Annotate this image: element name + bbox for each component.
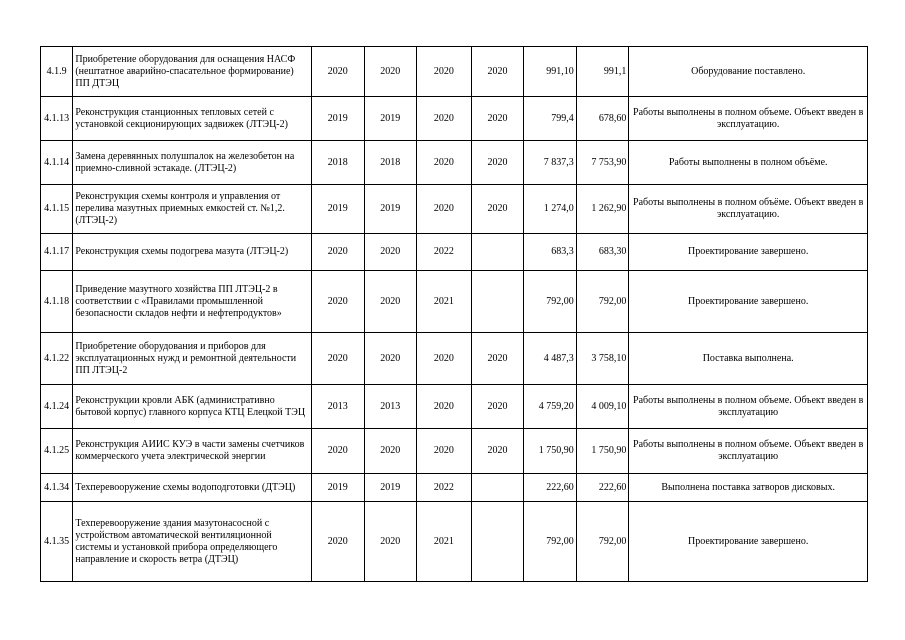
actual-cost: 1 262,90 — [576, 185, 629, 234]
row-number: 4.1.25 — [41, 429, 73, 474]
year-cell: 2020 — [311, 47, 364, 97]
status-text: Поставка выполнена. — [629, 333, 868, 385]
status-text: Работы выполнены в полном объеме. Объект введен в эксплуатацию. — [629, 97, 868, 141]
table-row — [41, 333, 868, 385]
actual-cost: 792,00 — [576, 271, 629, 333]
project-name: Реконструкция схемы подогрева мазута (ЛТЭЦ-2) — [73, 234, 312, 271]
year-cell: 2020 — [311, 271, 364, 333]
status-text: Работы выполнены в полном объеме. Объект введен в эксплуатацию — [629, 429, 868, 474]
planned-cost: 799,4 — [524, 97, 577, 141]
year-cell: 2020 — [471, 141, 524, 185]
project-name: Техперевооружение здания мазутонасосной с устройством автоматической вентиляционной системы и установкой прибора определяющего направление и скорость ветра (ДТЭЦ) — [73, 502, 312, 582]
year-cell: 2020 — [364, 271, 417, 333]
year-cell: 2019 — [364, 185, 417, 234]
year-cell: 2020 — [364, 47, 417, 97]
planned-cost: 7 837,3 — [524, 141, 577, 185]
status-text: Работы выполнены в полном объеме. Объект введен в эксплуатацию — [629, 385, 868, 429]
year-cell: 2019 — [311, 97, 364, 141]
year-cell: 2020 — [417, 141, 472, 185]
row-number: 4.1.15 — [41, 185, 73, 234]
year-cell: 2019 — [311, 185, 364, 234]
year-cell: 2020 — [471, 47, 524, 97]
year-cell: 2020 — [417, 47, 472, 97]
project-name: Реконструкция схемы контроля и управления от перелива мазутных приемных емкостей ст. №1,2. (ЛТЭЦ-2) — [73, 185, 312, 234]
status-text: Выполнена поставка затворов дисковых. — [629, 474, 868, 502]
status-text: Проектирование завершено. — [629, 502, 868, 582]
table-row — [41, 47, 868, 97]
year-cell: 2020 — [417, 185, 472, 234]
table-row — [41, 429, 868, 474]
year-cell: 2020 — [471, 185, 524, 234]
planned-cost: 683,3 — [524, 234, 577, 271]
year-cell: 2020 — [311, 502, 364, 582]
year-cell: 2020 — [417, 385, 472, 429]
row-number: 4.1.9 — [41, 47, 73, 97]
planned-cost: 222,60 — [524, 474, 577, 502]
status-text: Проектирование завершено. — [629, 234, 868, 271]
year-cell — [471, 474, 524, 502]
year-cell: 2020 — [311, 333, 364, 385]
actual-cost: 683,30 — [576, 234, 629, 271]
project-name: Приобретение оборудования для оснащения НАСФ (нештатное аварийно-спасательное формирование) ПП ДТЭЦ — [73, 47, 312, 97]
table-row — [41, 234, 868, 271]
year-cell: 2022 — [417, 474, 472, 502]
year-cell — [471, 234, 524, 271]
project-name: Приведение мазутного хозяйства ПП ЛТЭЦ-2 в соответствии с «Правилами промышленной безопасности складов нефти и нефтепродуктов» — [73, 271, 312, 333]
row-number: 4.1.22 — [41, 333, 73, 385]
actual-cost: 222,60 — [576, 474, 629, 502]
table-row — [41, 502, 868, 582]
actual-cost: 4 009,10 — [576, 385, 629, 429]
planned-cost: 792,00 — [524, 271, 577, 333]
year-cell — [471, 502, 524, 582]
table-row — [41, 141, 868, 185]
year-cell: 2020 — [471, 429, 524, 474]
table-body — [41, 47, 868, 582]
status-text: Работы выполнены в полном объёме. — [629, 141, 868, 185]
table-row — [41, 185, 868, 234]
planned-cost: 4 487,3 — [524, 333, 577, 385]
year-cell: 2020 — [364, 429, 417, 474]
year-cell: 2020 — [471, 97, 524, 141]
year-cell: 2020 — [364, 333, 417, 385]
row-number: 4.1.18 — [41, 271, 73, 333]
project-name: Реконструкции кровли АБК (административно бытовой корпус) главного корпуса КТЦ Елецкой ТЭЦ — [73, 385, 312, 429]
year-cell: 2022 — [417, 234, 472, 271]
year-cell: 2020 — [311, 234, 364, 271]
project-name: Техперевооружение схемы водоподготовки (ДТЭЦ) — [73, 474, 312, 502]
actual-cost: 991,1 — [576, 47, 629, 97]
row-number: 4.1.14 — [41, 141, 73, 185]
row-number: 4.1.34 — [41, 474, 73, 502]
planned-cost: 792,00 — [524, 502, 577, 582]
actual-cost: 1 750,90 — [576, 429, 629, 474]
year-cell: 2018 — [364, 141, 417, 185]
row-number: 4.1.17 — [41, 234, 73, 271]
project-name: Реконструкция АИИС КУЭ в части замены счетчиков коммерческого учета электрической энергии — [73, 429, 312, 474]
year-cell — [471, 271, 524, 333]
table-row — [41, 385, 868, 429]
year-cell: 2020 — [417, 429, 472, 474]
year-cell: 2013 — [364, 385, 417, 429]
status-text: Проектирование завершено. — [629, 271, 868, 333]
row-number: 4.1.35 — [41, 502, 73, 582]
planned-cost: 4 759,20 — [524, 385, 577, 429]
year-cell: 2019 — [311, 474, 364, 502]
table-row — [41, 474, 868, 502]
year-cell: 2018 — [311, 141, 364, 185]
year-cell: 2020 — [311, 429, 364, 474]
year-cell: 2021 — [417, 271, 472, 333]
planned-cost: 991,10 — [524, 47, 577, 97]
planned-cost: 1 274,0 — [524, 185, 577, 234]
actual-cost: 7 753,90 — [576, 141, 629, 185]
row-number: 4.1.24 — [41, 385, 73, 429]
status-text: Работы выполнены в полном объёме. Объект введен в эксплуатацию. — [629, 185, 868, 234]
table-row — [41, 97, 868, 141]
project-name: Реконструкция станционных тепловых сетей с установкой секционирующих задвижек (ЛТЭЦ-2) — [73, 97, 312, 141]
year-cell: 2013 — [311, 385, 364, 429]
year-cell: 2020 — [417, 97, 472, 141]
year-cell: 2020 — [471, 333, 524, 385]
actual-cost: 3 758,10 — [576, 333, 629, 385]
investment-table — [40, 46, 868, 582]
year-cell: 2020 — [471, 385, 524, 429]
planned-cost: 1 750,90 — [524, 429, 577, 474]
year-cell: 2019 — [364, 97, 417, 141]
year-cell: 2020 — [417, 333, 472, 385]
actual-cost: 678,60 — [576, 97, 629, 141]
year-cell: 2020 — [364, 234, 417, 271]
year-cell: 2019 — [364, 474, 417, 502]
actual-cost: 792,00 — [576, 502, 629, 582]
year-cell: 2021 — [417, 502, 472, 582]
status-text: Оборудование поставлено. — [629, 47, 868, 97]
project-name: Приобретение оборудования и приборов для эксплуатационных нужд и ремонтной деятельности ПП ЛТЭЦ-2 — [73, 333, 312, 385]
year-cell: 2020 — [364, 502, 417, 582]
table-row — [41, 271, 868, 333]
project-name: Замена деревянных полушпалок на железобетон на приемно-сливной эстакаде. (ЛТЭЦ-2) — [73, 141, 312, 185]
row-number: 4.1.13 — [41, 97, 73, 141]
